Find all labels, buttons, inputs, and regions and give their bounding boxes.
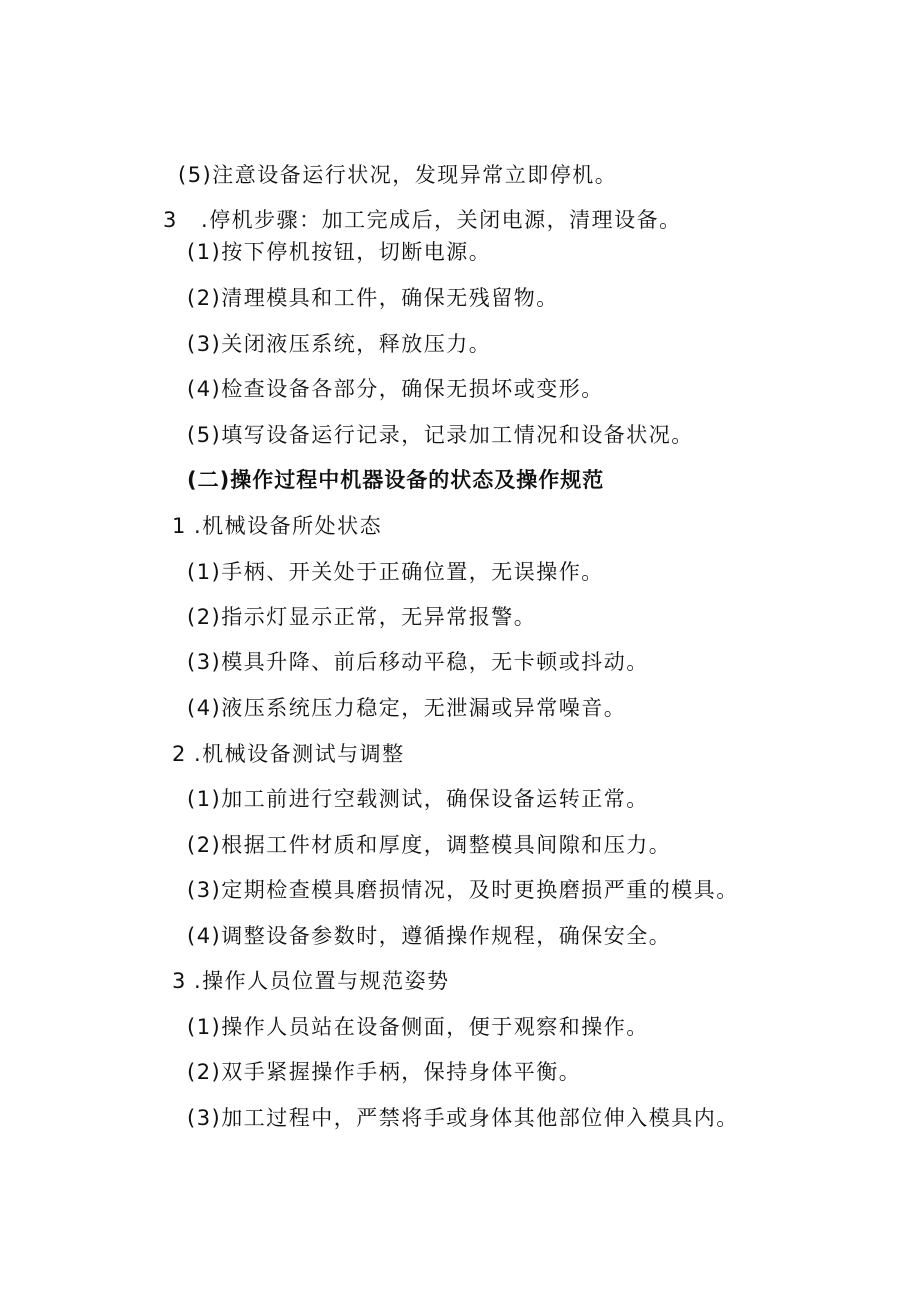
item-text: .机械设备所处状态 xyxy=(194,514,383,538)
item-number: (5) xyxy=(187,423,222,447)
item-text: 指示灯显示正常，无异常报警。 xyxy=(221,605,537,629)
item-text: 液压系统压力稳定，无泄漏或异常噪音。 xyxy=(221,696,627,720)
shutdown-item-3 xyxy=(187,330,491,358)
item-number: (2) xyxy=(187,1060,222,1084)
subsection-heading-1 xyxy=(172,512,382,540)
state-item-4 xyxy=(187,694,626,722)
item-text: 调整设备参数时，遵循操作规程，确保安全。 xyxy=(221,924,672,948)
item-number: (1) xyxy=(187,240,222,264)
item-text: 双手紧握操作手柄，保持身体平衡。 xyxy=(221,1060,582,1084)
posture-item-3 xyxy=(187,1104,739,1132)
item-text: .机械设备测试与调整 xyxy=(194,742,405,766)
item-number: (3) xyxy=(187,332,222,356)
item-number: 3 xyxy=(172,969,187,993)
item-text: 加工前进行空载测试，确保设备运转正常。 xyxy=(221,787,649,811)
shutdown-item-4 xyxy=(187,375,604,403)
item-text: 注意设备运行状况，发现异常立即停机。 xyxy=(212,163,618,187)
item-number: (2) xyxy=(187,605,222,629)
item-number: (1) xyxy=(187,1015,222,1039)
item-text: .停机步骤：加工完成后，关闭电源，清理设备。 xyxy=(201,208,682,232)
item-number: (2) xyxy=(187,286,222,310)
item-text: 清理模具和工件，确保无残留物。 xyxy=(221,286,559,310)
item-text: 操作人员站在设备侧面，便于观察和操作。 xyxy=(221,1015,649,1039)
item-number: (4) xyxy=(187,696,222,720)
item-text: 模具升降、前后移动平稳，无卡顿或抖动。 xyxy=(221,650,649,674)
item-text: 填写设备运行记录，记录加工情况和设备状况。 xyxy=(221,423,694,447)
item-number: (3) xyxy=(187,878,222,902)
item-number: (1) xyxy=(187,560,222,584)
item-text: 按下停机按钮，切断电源。 xyxy=(221,240,492,264)
posture-item-1 xyxy=(187,1013,649,1041)
item-text: 手柄、开关处于正确位置，无误操作。 xyxy=(221,560,604,584)
item-number: (5) xyxy=(178,163,213,187)
shutdown-item-5 xyxy=(187,421,694,449)
state-item-2 xyxy=(187,603,536,631)
item-number: (1) xyxy=(187,787,222,811)
item-text: 定期检查模具磨损情况，及时更换磨损严重的模具。 xyxy=(221,878,739,902)
test-item-2 xyxy=(187,831,671,859)
item-number: (4) xyxy=(187,377,222,401)
item-text: 操作过程中机器设备的状态及操作规范 xyxy=(230,468,605,492)
item-number: (4) xyxy=(187,924,222,948)
item-text: 检查设备各部分，确保无损坏或变形。 xyxy=(221,377,604,401)
item-number: (3) xyxy=(187,1106,222,1130)
item-number: (二) xyxy=(187,468,231,492)
state-item-3 xyxy=(187,648,649,676)
item-number: 1 xyxy=(172,514,187,538)
section-heading-2 xyxy=(187,466,604,494)
item-number: (3) xyxy=(187,650,222,674)
item-text: .操作人员位置与规范姿势 xyxy=(194,969,450,993)
item-text: 根据工件材质和厚度，调整模具间隙和压力。 xyxy=(221,833,672,857)
subsection-heading-2 xyxy=(172,740,405,768)
subsection-heading-3 xyxy=(172,967,450,995)
item-number: 2 xyxy=(172,742,187,766)
item-text: 关闭液压系统，释放压力。 xyxy=(221,332,492,356)
test-item-3 xyxy=(187,876,739,904)
test-item-4 xyxy=(187,922,671,950)
shutdown-item-2 xyxy=(187,284,559,312)
section-heading-3 xyxy=(163,206,682,234)
item-number: 3 xyxy=(163,208,178,232)
state-item-1 xyxy=(187,558,604,586)
test-item-1 xyxy=(187,785,649,813)
posture-item-2 xyxy=(187,1058,581,1086)
shutdown-item-1 xyxy=(187,238,491,266)
step-1-item-5 xyxy=(178,161,617,189)
item-text: 加工过程中，严禁将手或身体其他部位伸入模具内。 xyxy=(221,1106,739,1130)
item-number: (2) xyxy=(187,833,222,857)
